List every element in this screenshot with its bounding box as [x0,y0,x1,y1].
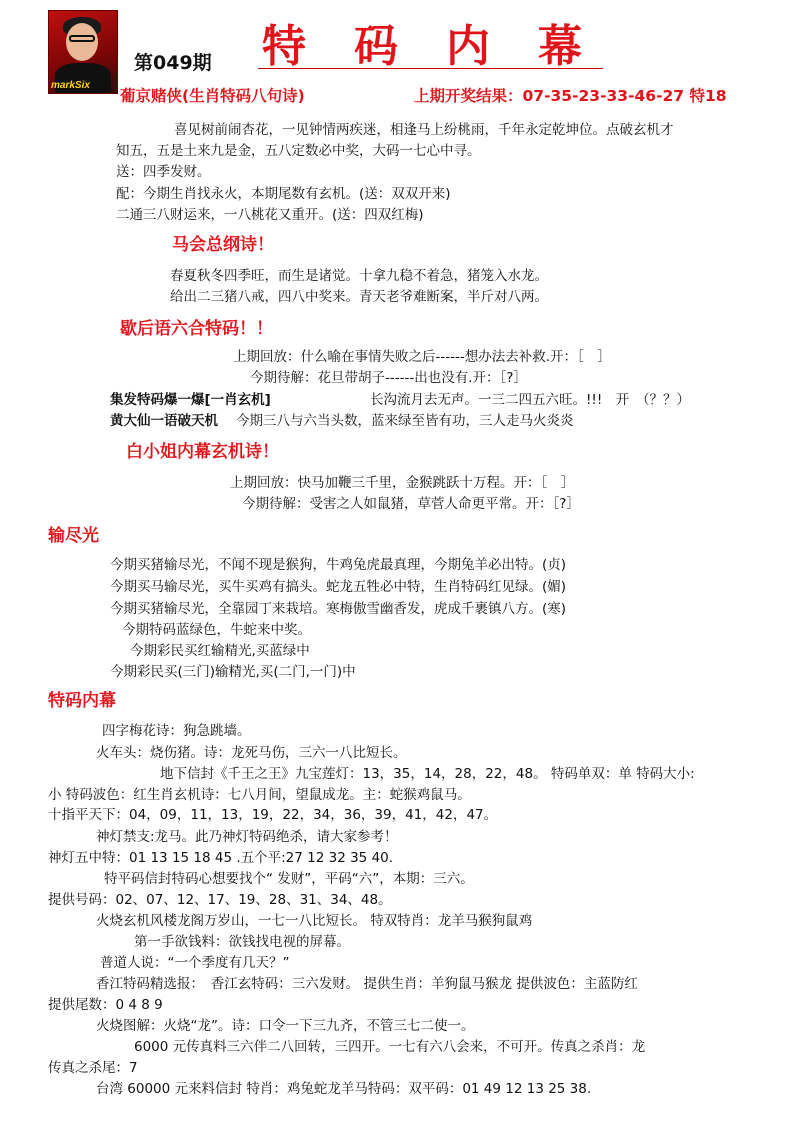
poem-line-2: 知五，五是土来九是金，五八定数必中奖，大码一七心中寻。 [116,143,481,159]
neimu-line-13: 香江特码精选报： 香江玄特码：三六发财。 提供生肖：羊狗鼠马猴龙 提供波色：主蓝防红 [96,976,638,992]
mahui-line-2: 给出二三猪八戒，四八中奖来。青天老爷难断案，半斤对八两。 [170,289,548,305]
neimu-line-11: 第一手欲钱料：欲钱找电视的屏幕。 [134,934,350,950]
neimu-line-16: 6000 元传真料三六伴二八回转，三四开。一七有六八会来，不可开。传真之杀肖：龙 [134,1039,646,1055]
neimu-line-4: 小 特码波色：红生肖玄机诗：七八月间，望鼠成龙。主：蛇猴鸡鼠马。 [48,787,471,803]
xiehouyu-line-1: 上期回放：什么喻在事情失败之后------想办法去补救.开：［ ］ [233,349,611,365]
neimu-line-12: 普道人说：“一个季度有几天？” [100,955,290,971]
poem-line-5: 二通三八财运来，一八桃花又重开。(送：四双红梅) [116,207,424,223]
xiaojie-line-2: 今期待解：受害之人如鼠猪，草菅人命更平常。开：［?］ [242,496,580,512]
xiehouyu-line-3-label: 集发特码爆一爆[一肖玄机] [110,392,271,408]
shujin-line-5: 今期彩民买红输精光,买蓝绿中 [130,643,310,659]
mahui-title: 马会总纲诗！ [172,235,274,255]
neimu-line-10: 火烧玄机风楼龙阁万岁山，一七一八比短长。 特双特肖：龙羊马猴狗鼠鸡 [96,913,533,929]
avatar-face [66,23,98,61]
xiaojie-title: 白小姐内幕玄机诗！ [126,442,279,462]
neimu-line-7: 神灯五中特：01 13 15 18 45 .五个平:27 12 32 35 40. [48,850,394,866]
mahui-line-1: 春夏秋冬四季旺，而生是诸觉。十拿九稳不着急，猪笼入水龙。 [170,268,548,284]
shujin-line-6: 今期彩民买(三门)输精光,买(二门,一门)中 [110,664,356,680]
neimu-line-6: 神灯禁支:龙马。此乃神灯特码绝杀，请大家参考！ [96,829,398,845]
neimu-title: 特码内幕 [48,691,116,711]
neimu-line-5: 十指平天下：04，09，11，13，19，22，34，36，39，41，42，47。 [48,807,498,823]
xiehouyu-line-3-text: 长沟流月去无声。一三二四五六旺。!!! 开 （？？） [370,392,690,408]
avatar-photo [48,10,118,94]
xiaojie-line-1: 上期回放：快马加鞭三千里，金猴跳跃十万程。开：［ ］ [230,475,575,491]
neimu-line-15: 火烧图解：火烧“龙”。诗：口令一下三九齐，不管三七二使一。 [96,1018,475,1034]
title-underline [258,68,603,69]
avatar-glasses [69,35,95,42]
xiehouyu-line-2: 今期待解：花旦带胡子------出也没有.开：［?］ [250,370,527,386]
shujin-line-4: 今期特码蓝绿色，牛蛇来中奖。 [122,622,311,638]
last-result: 上期开奖结果：07-35-23-33-46-27 特18 [414,87,727,105]
issue-number: 第049期 [134,52,212,74]
xiehouyu-title: 歇后语六合特码！！ [120,319,273,339]
neimu-line-17: 传真之杀尾：7 [48,1060,138,1076]
shujin-title: 输尽光 [48,526,99,546]
poem-line-4: 配：今期生肖找永火，本期尾数有玄机。(送：双双开来) [116,186,451,202]
shujin-line-1: 今期买猪输尽光，不闻不现是猴狗，牛鸡兔虎最真理，今期兔羊必出特。(贞) [110,557,567,573]
neimu-line-14: 提供尾数：0 4 8 9 [48,997,163,1013]
neimu-line-3: 地下信封《千王之王》九宝莲灯：13，35，14，28，22，48。 特码单双：单 特码大小: [160,766,695,782]
shujin-line-2: 今期买马输尽光，买牛买鸡有搞头。蛇龙五牲必中特，生肖特码红见绿。(媚) [110,579,567,595]
poem-line-3: 送：四季发财。 [116,164,211,180]
shujin-line-3: 今期买猪输尽光，全靠园丁来栽培。寒梅傲雪幽香发，虎成千裹镇八方。(寒) [110,601,567,617]
xiehouyu-line-4-text: 今期三八与六当头数，蓝来绿至皆有功，三人走马火炎炎 [236,413,574,429]
neimu-line-8: 特平码信封特码心想要找个“ 发财”，平码“六”，本期：三六。 [104,871,474,887]
poem-line-1: 喜见树前闹杏花，一见钟情两疾迷，相逢马上纷桃雨，千年永定乾坤位。点破玄机才 [174,122,674,138]
neimu-line-18: 台湾 60000 元来料信封 特肖：鸡兔蛇龙羊马特码：双平码：01 49 12 13 25 38. [96,1081,592,1097]
neimu-line-2: 火车头：烧伤猪。诗：龙死马伤，三六一八比短长。 [96,745,407,761]
xiehouyu-line-4-label: 黄大仙一语破天机 [110,413,218,429]
neimu-line-9: 提供号码：02、07、12、17、19、28、31、34、48。 [48,892,392,908]
avatar-logo: markSix [51,80,90,91]
page-title: 特码内幕 [262,21,630,72]
neimu-line-1: 四字梅花诗：狗急跳墙。 [102,723,251,739]
subtitle: 葡京赌侠(生肖特码八句诗) [120,87,305,105]
